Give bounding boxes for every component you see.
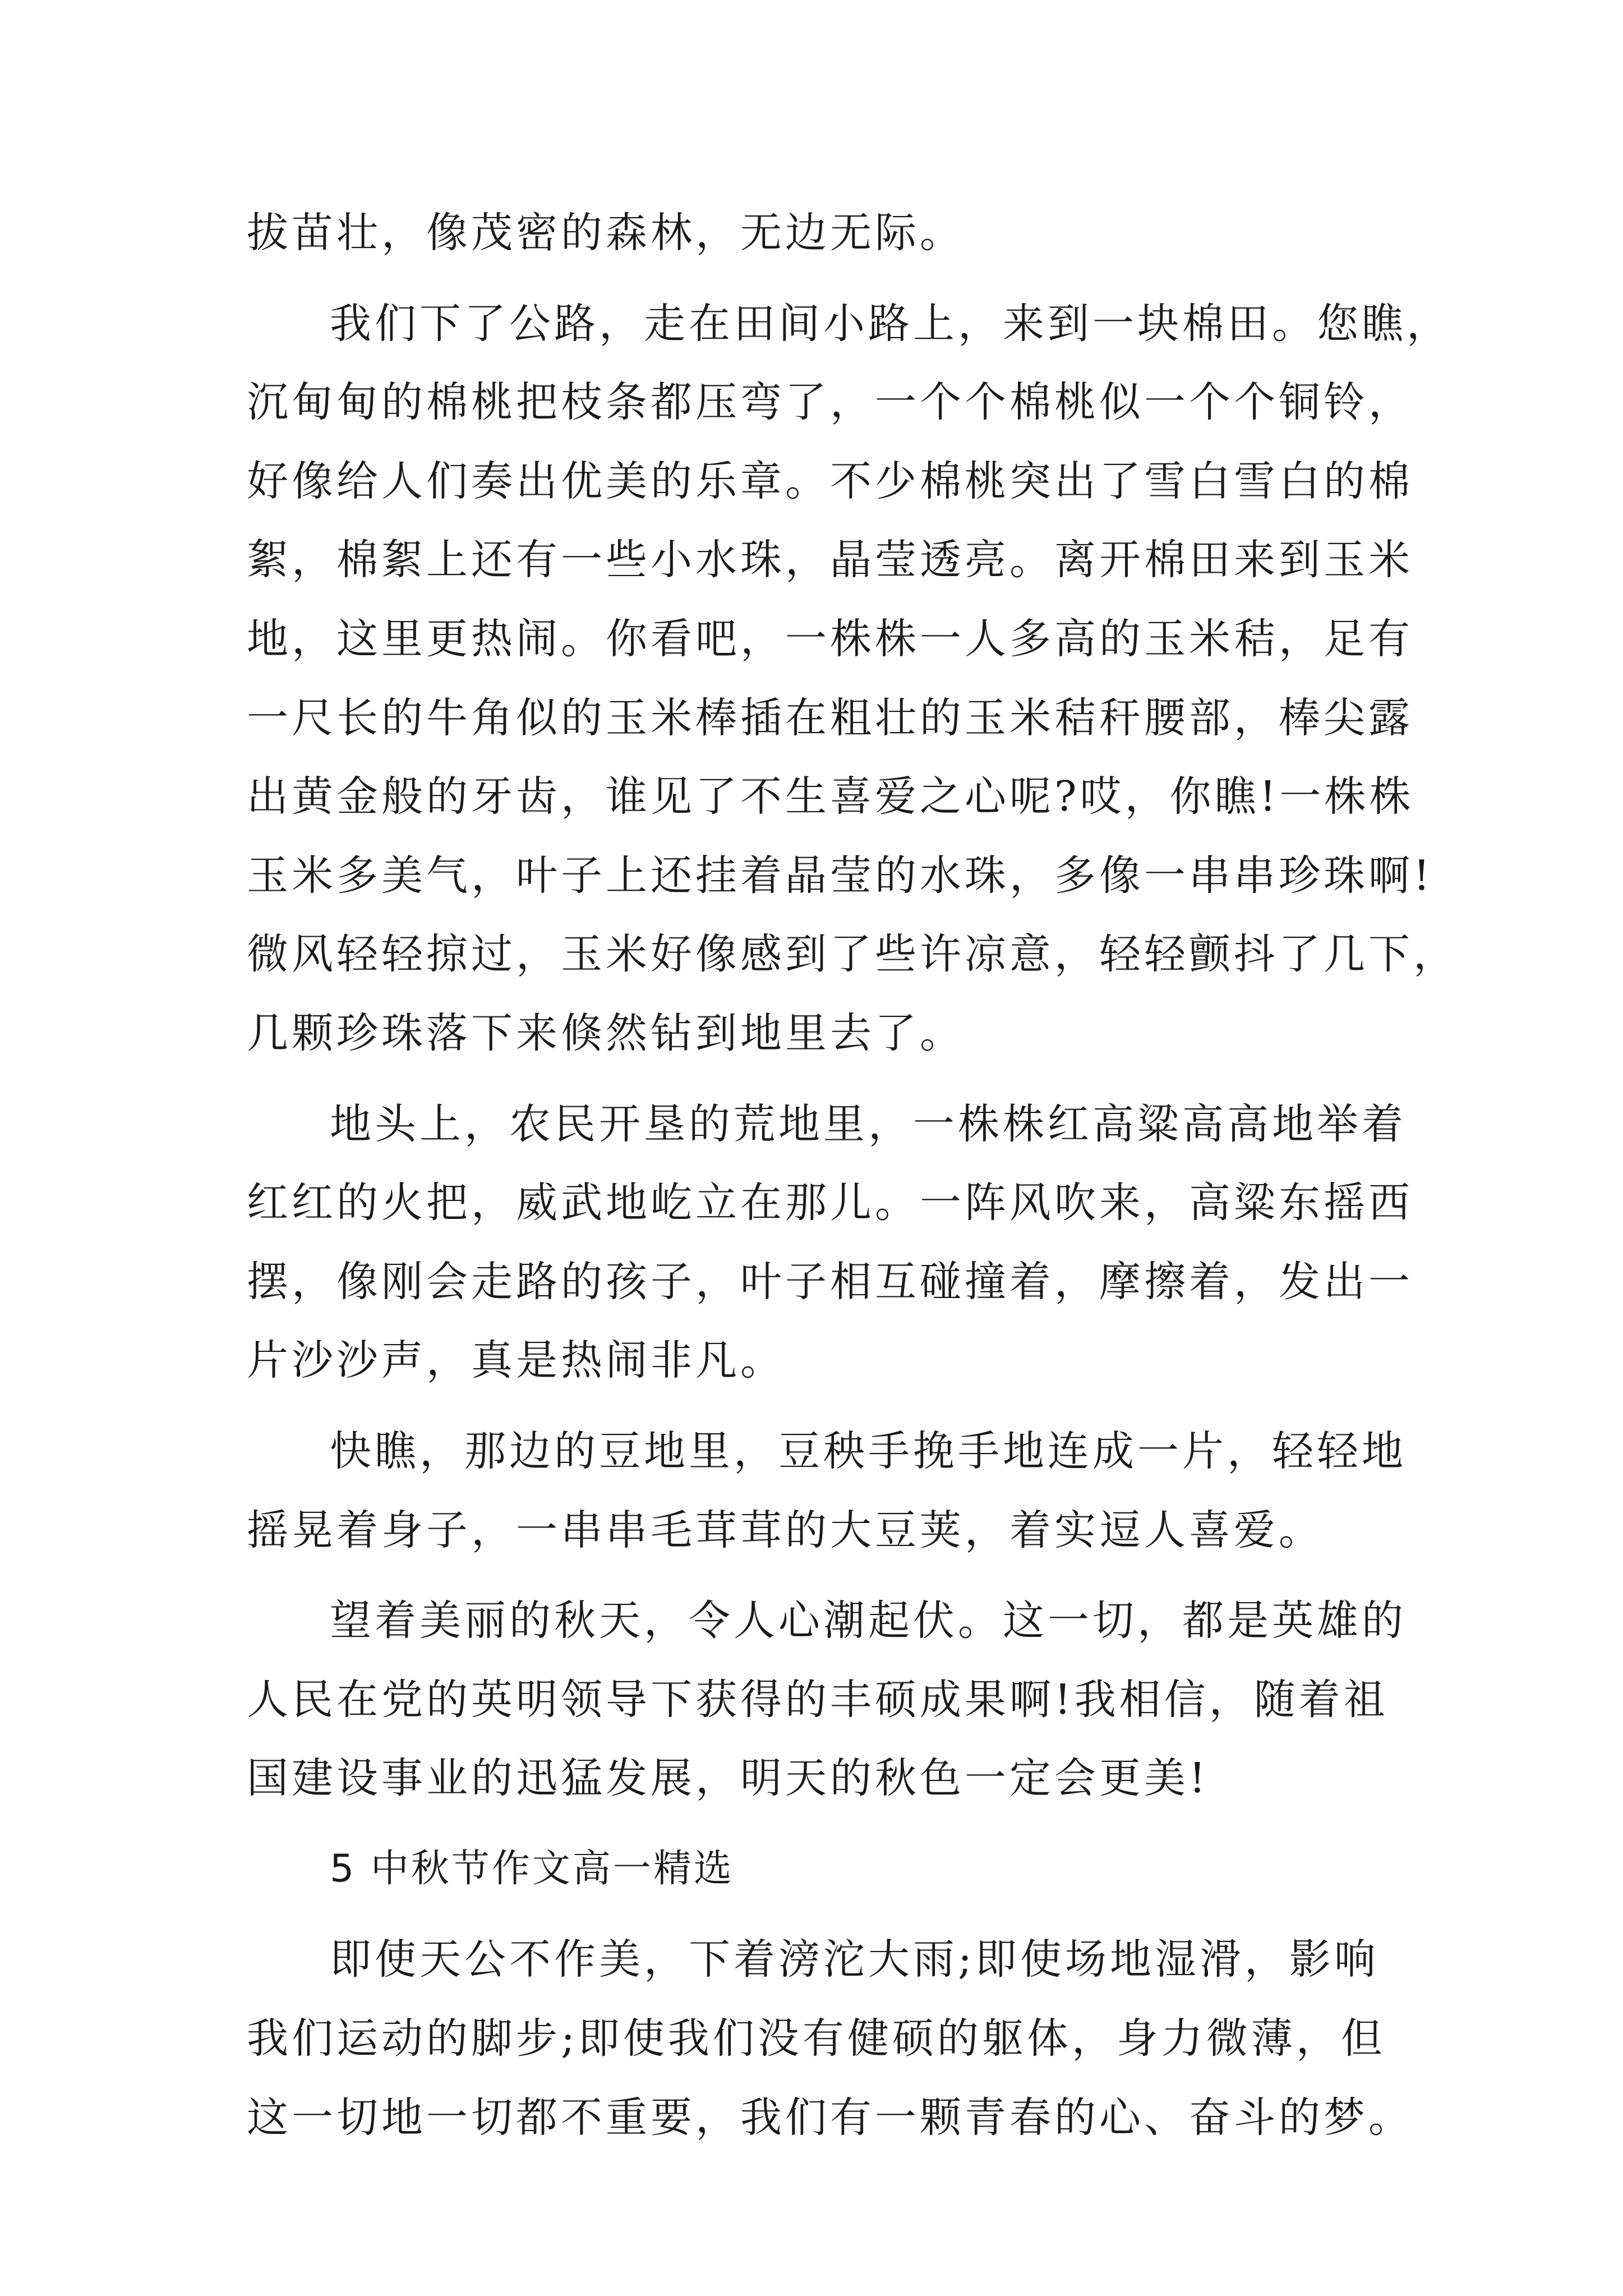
paragraph-gap [247,1908,1413,1920]
text-line: 国建设事业的迅猛发展，明天的秋色一定会更美! [247,1754,1209,1803]
paragraph-1 [247,194,1413,273]
text-line: 地头上，农民开垦的荒地里，一株株红高粱高高地举着 [330,1099,1407,1148]
text-line: 摇晃着身子，一串串毛茸茸的大豆荚，着实逗人喜爱。 [247,1506,1324,1554]
text-line: 快瞧，那边的豆地里，豆秧手挽手地连成一片，轻轻地 [330,1427,1407,1475]
text-line: 微风轻轻掠过，玉米好像感到了些许凉意，轻轻颤抖了几下， [247,930,1458,979]
paragraph-2 [247,284,1458,1073]
text-line: 望着美丽的秋天，令人心潮起伏。这一切，都是英雄的 [330,1596,1407,1645]
text-line: 好像给人们奏出优美的乐章。不少棉桃突出了雪白雪白的棉 [247,457,1413,505]
paragraph-gap [247,1570,1413,1581]
paragraph-6 [247,1920,1413,2157]
text-line: 玉米多美气，叶子上还挂着晶莹的水珠，多像一串串珍珠啊! [247,851,1433,900]
text-line: 一尺长的牛角似的玉米棒插在粗壮的玉米秸秆腰部，棒尖露 [247,693,1413,742]
text-line: 这一切地一切都不重要，我们有一颗青春的心、奋斗的梦。 [247,2093,1413,2142]
text-line: 絮，棉絮上还有一些小水珠，晶莹透亮。离开棉田来到玉米 [247,536,1413,585]
text-line: 拔苗壮，像茂密的森林，无边无际。 [247,209,965,257]
section-heading: 5 中秋节作文高一精选 [330,1846,734,1891]
section-heading-block [247,1830,1413,1909]
text-line: 摆，像刚会走路的孩子，叶子相互碰撞着，摩擦着，发出一 [247,1257,1413,1306]
text-line: 我们运动的脚步;即使我们没有健硕的躯体，身力微薄，但 [247,2014,1386,2063]
text-line: 人民在党的英明领导下获得的丰硕成果啊!我相信，随着祖 [247,1675,1389,1724]
paragraph-gap [247,1818,1413,1830]
text-line: 出黄金般的牙齿，谁见了不生喜爱之心呢?哎，你瞧!一株株 [247,772,1414,821]
paragraph-gap [247,273,1413,284]
article-body [247,194,1458,2157]
text-line: 我们下了公路，走在田间小路上，来到一块棉田。您瞧， [330,299,1451,348]
text-line: 红红的火把，威武地屹立在那儿。一阵风吹来，高粱东摇西 [247,1179,1413,1227]
paragraph-gap [247,1073,1413,1085]
text-line: 地，这里更热闹。你看吧，一株株一人多高的玉米秸，足有 [247,614,1413,663]
text-line: 片沙沙声，真是热闹非凡。 [247,1336,785,1385]
text-line: 几颗珍珠落下来倏然钻到地里去了。 [247,1009,965,1057]
paragraph-3 [247,1085,1413,1400]
text-line: 沉甸甸的棉桃把枝条都压弯了，一个个棉桃似一个个铜铃， [247,378,1413,427]
paragraph-5 [247,1581,1413,1818]
text-line: 即使天公不作美，下着滂沱大雨;即使场地湿滑，影响 [330,1935,1379,1984]
paragraph-gap [247,1400,1413,1412]
paragraph-4 [247,1412,1413,1570]
